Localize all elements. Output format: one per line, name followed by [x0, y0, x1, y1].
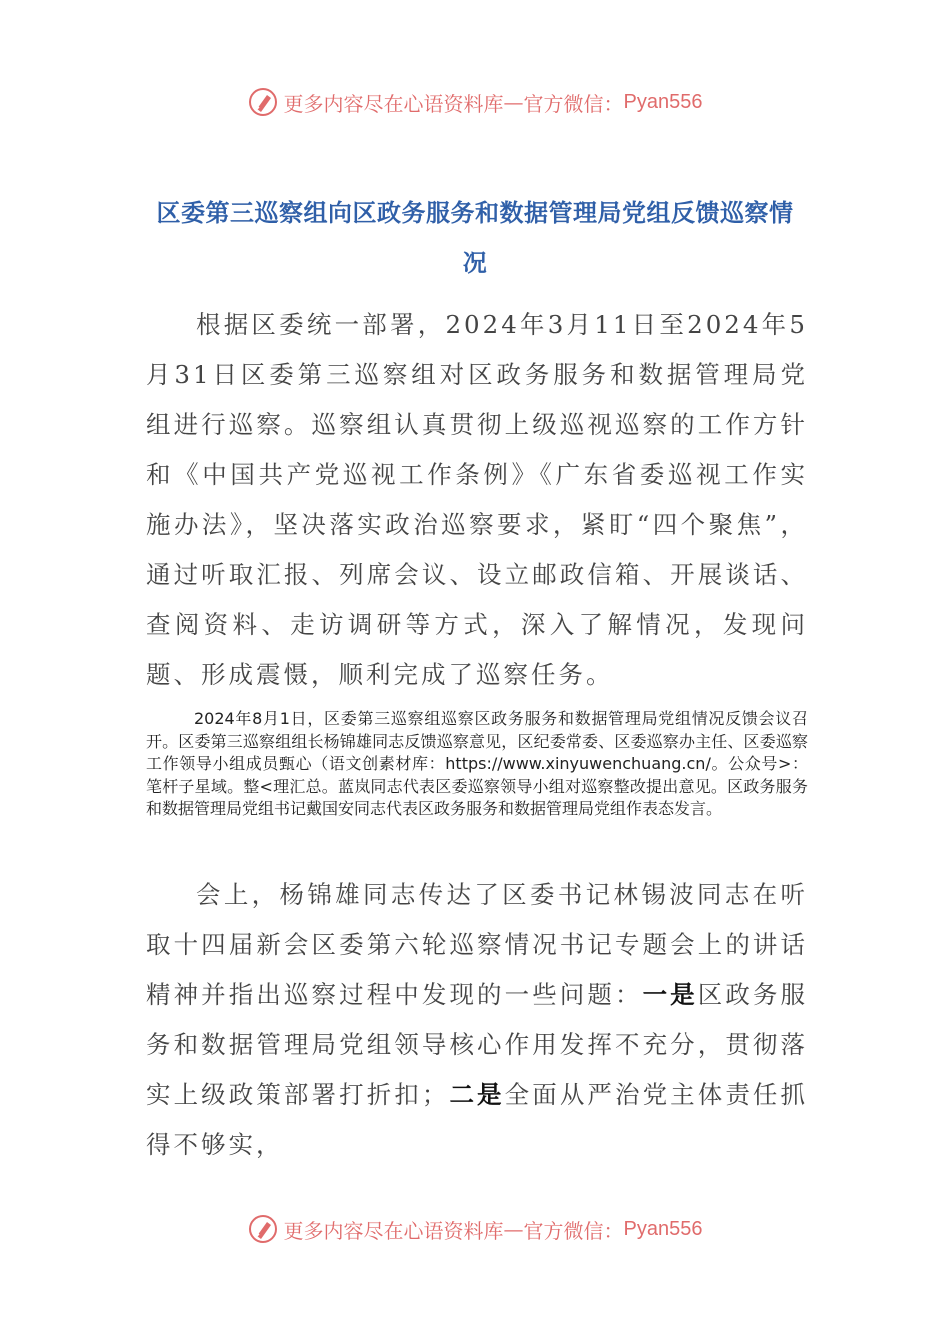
- point-2-label: 二是: [449, 1080, 505, 1109]
- point-1-text: 区政务服务和数据管理局党组领导核心作用发挥不充分，贯彻落实上级政策部署打折扣；: [146, 980, 809, 1109]
- footer-banner: [0, 1211, 950, 1247]
- pen-nib-icon: [248, 1214, 278, 1244]
- header-banner: [0, 84, 950, 120]
- point-2-text: 全面从严治党主体责任抓得不够实，: [146, 1080, 809, 1159]
- banner-brand: 更多内容尽在心语资料库: [283, 91, 504, 116]
- footer-wechat-id: Pyan556: [623, 1217, 703, 1240]
- banner-dash: —: [503, 90, 524, 114]
- banner-wechat-label: 官方微信：: [523, 91, 624, 116]
- paragraph-3-intro: 会上，杨锦雄同志传达了区委书记林锡波同志在听取十四届新会区委第六轮巡察情况书记专题会上的讲话精神并指出巡察过程中发现的一些问题：: [146, 880, 808, 1009]
- paragraph-1: 根据区委统一部署，2024年3月11日至2024年5月31日区委第三巡察组对区政务服务和数据管理局党组进行巡察。巡察组认真贯彻上级巡视巡察的工作方针和《中国共产党巡视工作条例》《广东省委巡视工作实施办法》，坚决落实政治巡察要求，紧盯“四个聚焦”，通过听取汇报、列席会议、设立邮政信箱、开展谈话、查阅资料、走访调研等方式，深入了解情况，发现问题、形成震慑，顺利完成了巡察任务。: [146, 310, 808, 689]
- footer-dash: —: [503, 1217, 524, 1241]
- banner-wechat-id: Pyan556: [623, 90, 703, 113]
- document-title: 区委第三巡察组向区政务服务和数据管理局党组反馈巡察情况: [156, 199, 794, 278]
- paragraph-2: 2024年8月1日，区委第三巡察组巡察区政务服务和数据管理局党组情况反馈会议召开。区委第三巡察组组长杨锦雄同志反馈巡察意见，区纪委常委、区委巡察办主任、区委巡察工作领导小组成员甄心（语文创素材库：https://www.xinyuwenchuang.cn/。公众号>：笔杆子星域。整<理汇总。蓝岚同志代表区委巡察领导小组对巡察整改提出意见。区政务服务和数据管理局党组书记戴国安同志代表区政务服务和数据管理局党组作表态发言。: [146, 709, 808, 818]
- footer-brand: 更多内容尽在心语资料库: [283, 1218, 504, 1243]
- footer-wechat-label: 官方微信：: [523, 1218, 624, 1243]
- pen-nib-icon: [248, 87, 278, 117]
- paragraph-3: [146, 870, 808, 1170]
- point-1-label: 一是: [642, 980, 698, 1009]
